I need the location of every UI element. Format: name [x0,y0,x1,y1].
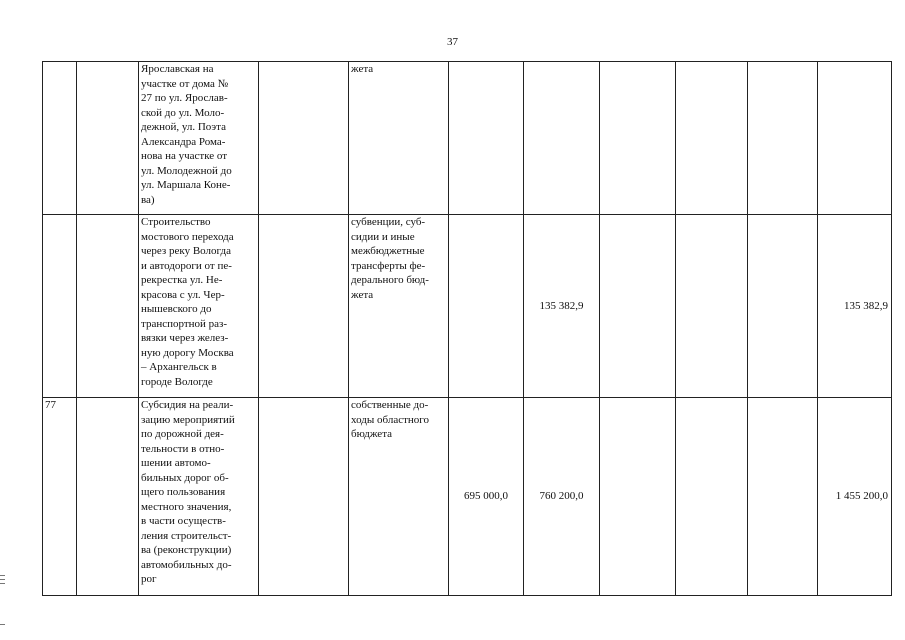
cell-value-1 [449,62,524,215]
cell-value-3 [600,398,676,596]
cell-value-3 [600,215,676,398]
cell-value-2: 135 382,9 [524,215,600,398]
cell-executor [259,215,349,398]
cell-value-4 [676,215,748,398]
cell-description: Субсидия на реали- зацию мероприятий по дорожной дея- тельности в отно- шении автомо- бильных дорог об- щего пользования местного значения, в части осуществ- ления строительст- ва (реконструкции) автомобильных до- рог [139,398,259,596]
cell-number [43,62,77,215]
cell-value-5 [748,398,818,596]
cell-funding-source: субвенции, суб- сидии и иные межбюджетные трансферты фе- дерального бюд- жета [349,215,449,398]
cell-value-1: 695 000,0 [449,398,524,596]
cell-total: 1 455 200,0 [818,398,892,596]
cell-value-3 [600,62,676,215]
cell-executor [259,398,349,596]
cell-executor [259,62,349,215]
cell-total: 135 382,9 [818,215,892,398]
cell-value-5 [748,215,818,398]
cell-code [77,398,139,596]
cell-description: Ярославская на участке от дома № 27 по ул. Ярослав- ской до ул. Моло- дежной, ул. Поэта Александра Рома- нова на участке от ул. Молодежной до ул. Маршала Коне- ва) [139,62,259,215]
margin-mark [0,579,5,580]
budget-table [42,61,892,596]
cell-number: 77 [43,398,77,596]
table-row [43,398,892,596]
cell-funding-source: жета [349,62,449,215]
cell-value-2 [524,62,600,215]
margin-mark [0,583,5,584]
cell-number [43,215,77,398]
cell-value-4 [676,62,748,215]
table-body [43,62,892,596]
cell-funding-source: собственные до- ходы областного бюджета [349,398,449,596]
margin-mark [0,624,5,625]
page-number: 37 [447,36,458,48]
cell-value-4 [676,398,748,596]
margin-mark [0,575,5,576]
cell-description: Строительство мостового перехода через реку Вологда и автодороги от пе- рекрестка ул. Не- красова с ул. Чер- нышевского до транспортной раз- вязки через желез- ную дорогу Москва – Архангельск в городе Вологде [139,215,259,398]
table-row [43,62,892,215]
cell-value-1 [449,215,524,398]
cell-code [77,215,139,398]
cell-total [818,62,892,215]
table-row [43,215,892,398]
cell-value-5 [748,62,818,215]
cell-code [77,62,139,215]
cell-value-2: 760 200,0 [524,398,600,596]
